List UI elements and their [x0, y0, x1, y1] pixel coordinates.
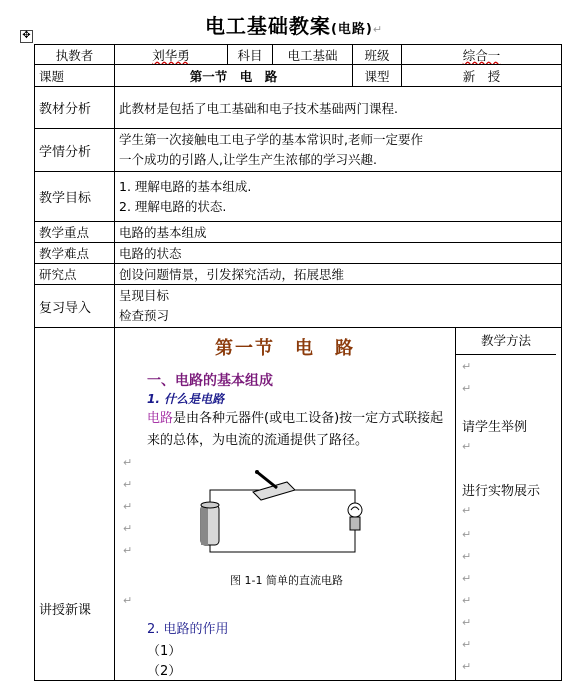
- material-text: 此教材是包括了电工基础和电子技术基础两门课程.: [115, 87, 562, 129]
- research-label: 研究点: [35, 264, 115, 285]
- difficulty-label: 教学难点: [35, 243, 115, 264]
- type-value: 新 授: [402, 65, 562, 87]
- class-value: 综合一: [402, 45, 562, 65]
- teacher-name: 刘华勇: [115, 45, 228, 65]
- review-label: 复习导入: [35, 285, 115, 328]
- method-object-display: 进行实物展示: [462, 484, 541, 499]
- review-text: 呈现目标 检查预习: [115, 285, 562, 328]
- figure-caption: 图 1-1 简单的直流电路: [230, 574, 343, 587]
- students-label: 学情分析: [35, 129, 115, 172]
- goals-label: 教学目标: [35, 172, 115, 222]
- battery-icon: [201, 502, 219, 545]
- teacher-label: 执教者: [35, 45, 115, 65]
- paragraph-mark: ↵: [372, 23, 384, 36]
- methods-header: 教学方法: [456, 328, 556, 355]
- term-circuit: 电路: [147, 411, 174, 426]
- doc-title: 电工基础教案(电路)↵: [204, 14, 384, 38]
- research-text: 创设问题情景，引发探究活动，拓展思维: [115, 264, 562, 285]
- heading-circuit-function: 2. 电路的作用: [147, 622, 229, 637]
- method-student-examples: 请学生举例: [462, 420, 528, 435]
- methods-column: 教学方法 ↵ ↵ 请学生举例 ↵ 进行实物展示 ↵ ↵ ↵ ↵ ↵ ↵ ↵ ↵: [455, 328, 556, 680]
- heading-basic-composition: 一、电路的基本组成: [147, 373, 273, 389]
- lesson-plan-table: [34, 44, 562, 681]
- topic-value: 第一节 电 路: [115, 65, 353, 87]
- goals-text: 1. 理解电路的基本组成. 2. 理解电路的状态.: [115, 172, 562, 222]
- lesson-content: 第一节 电 路 一、电路的基本组成 1. 什么是电路 电路是由各种元器件(或电工设备)按一定方式联接起来的总体，为电流的流通提供了路径。 ↵ ↵ ↵ ↵ ↵ 图 1-1 简单的直流电路 ↵ 2. 电路的作用 （1） （2）: [115, 328, 455, 680]
- topic-label: 课题: [35, 65, 115, 87]
- subject-label: 科目: [228, 45, 273, 65]
- list-item-2: （2）: [147, 664, 182, 679]
- key-label: 教学重点: [35, 222, 115, 243]
- lamp-icon: [348, 503, 362, 530]
- heading-what-is-circuit: 1. 什么是电路: [147, 392, 225, 406]
- class-label: 班级: [353, 45, 402, 65]
- students-text: 学生第一次接触电工电子学的基本常识时,老师一定要作 一个成功的引路人,让学生产生浓郁的学习兴趣.: [115, 129, 562, 172]
- difficulty-text: 电路的状态: [115, 243, 562, 264]
- key-text: 电路的基本组成: [115, 222, 562, 243]
- circuit-diagram: [195, 470, 370, 560]
- list-item-1: （1）: [147, 644, 182, 659]
- switch-icon: [253, 470, 295, 500]
- teach-label: 讲授新课: [35, 328, 115, 681]
- type-label: 课型: [353, 65, 402, 87]
- lesson-cell: [115, 328, 562, 681]
- subject-value: 电工基础: [273, 45, 353, 65]
- definition-paragraph: 电路是由各种元器件(或电工设备)按一定方式联接起来的总体，为电流的流通提供了路径。: [147, 411, 444, 448]
- doc-subtitle: (电路): [330, 22, 373, 37]
- table-move-handle-icon[interactable]: ✥: [20, 30, 33, 43]
- section-title: 第一节 电 路: [215, 338, 355, 359]
- material-label: 教材分析: [35, 87, 115, 129]
